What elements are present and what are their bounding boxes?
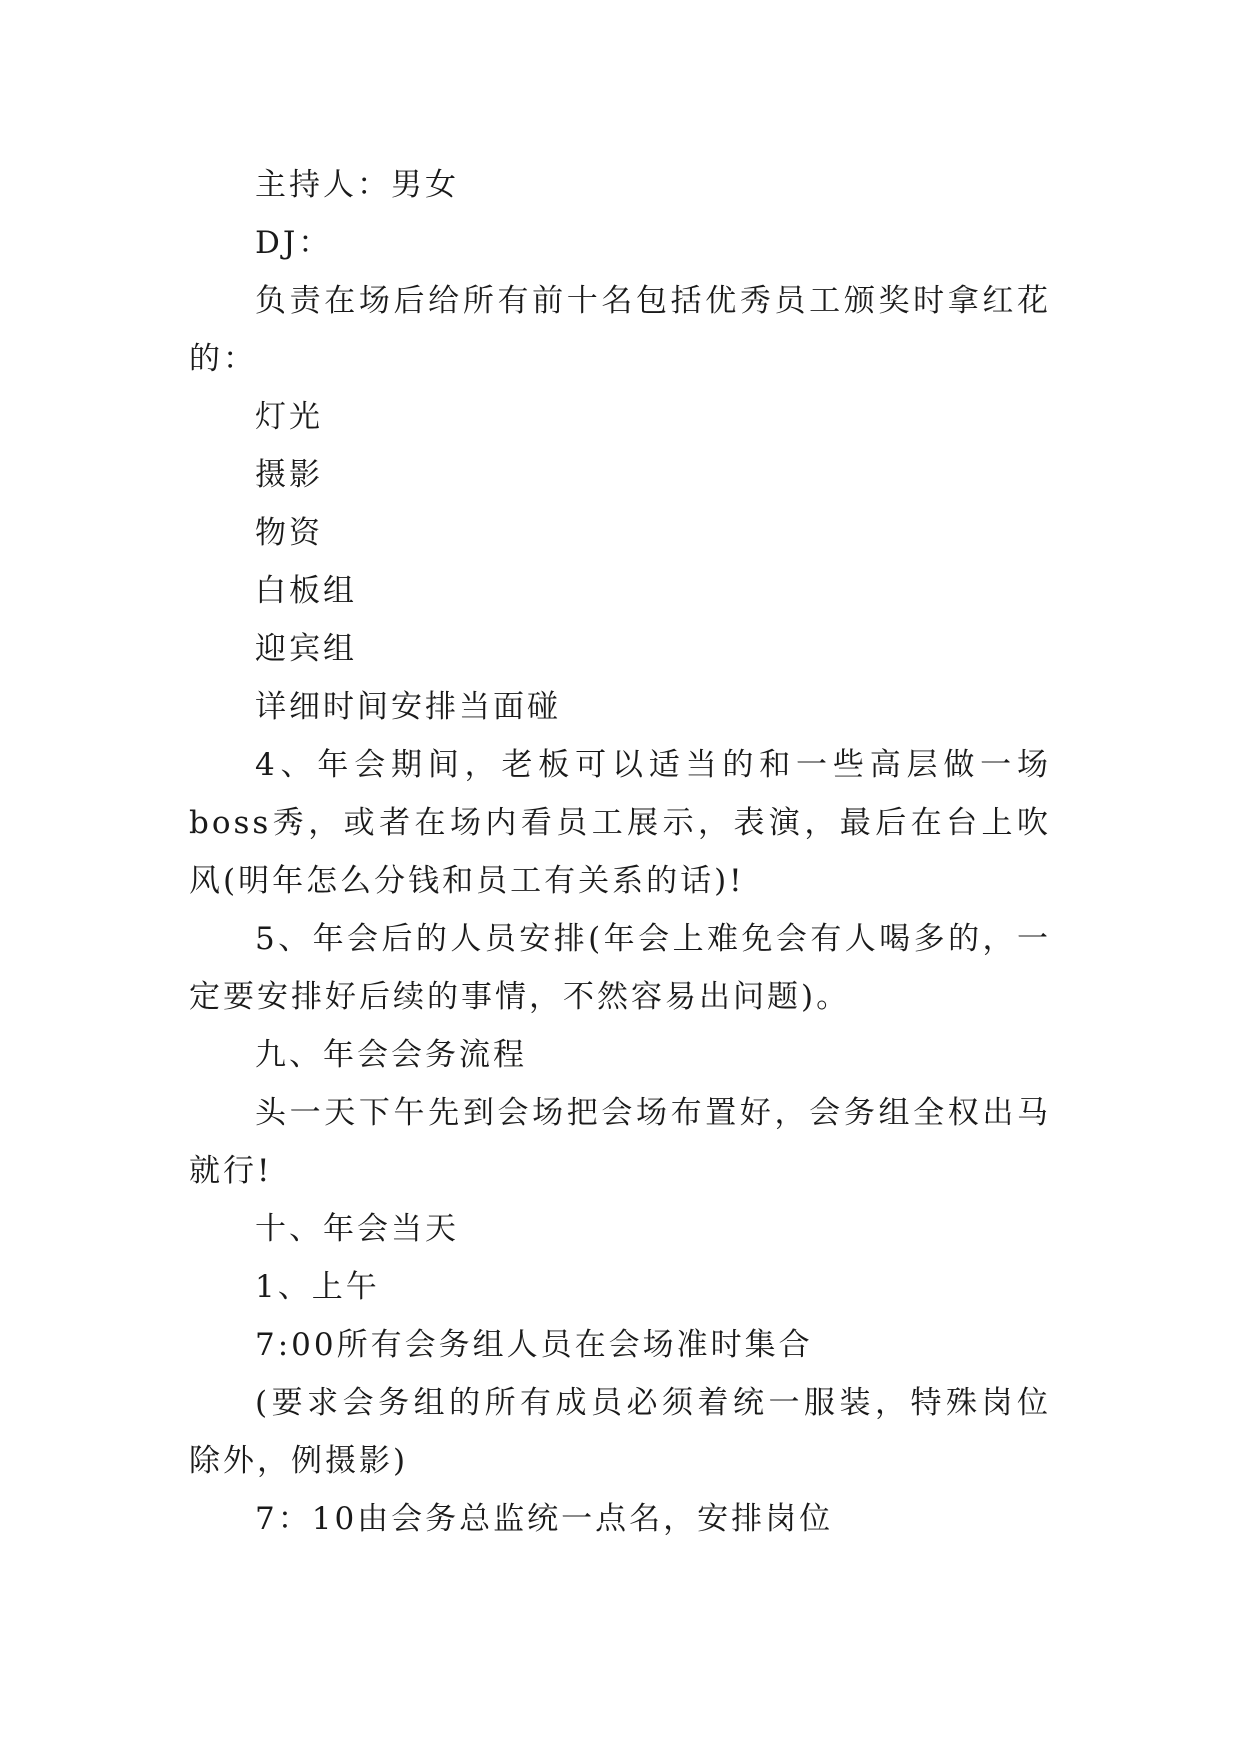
paragraph-day-before: 头一天下午先到会场把会场布置好，会务组全权出马就行! — [189, 1095, 1051, 1189]
paragraph-reception-group: 迎宾组 — [255, 631, 357, 667]
paragraph-time-0710: 7：10由会务总监统一点名，安排岗位 — [255, 1501, 834, 1537]
subheading-morning: 1、上午 — [255, 1269, 380, 1305]
paragraph-time-0700: 7:00所有会务组人员在会场准时集合 — [255, 1327, 813, 1363]
paragraph-supplies: 物资 — [255, 515, 323, 551]
paragraph-host: 主持人：男女 — [255, 167, 459, 203]
section-heading-9: 九、年会会务流程 — [255, 1037, 527, 1073]
paragraph-schedule-note: 详细时间安排当面碰 — [255, 689, 561, 725]
paragraph-photography: 摄影 — [255, 457, 323, 493]
paragraph-item-5: 5、年会后的人员安排(年会上难免会有人喝多的，一定要安排好后续的事情，不然容易出问题)。 — [189, 921, 1051, 1015]
section-heading-10: 十、年会当天 — [255, 1211, 459, 1247]
paragraph-dj: DJ： — [255, 225, 333, 261]
paragraph-item-4: 4、年会期间，老板可以适当的和一些高层做一场boss秀，或者在场内看员工展示，表演，最后在台上吹风(明年怎么分钱和员工有关系的话)! — [189, 747, 1051, 899]
paragraph-uniform-note: (要求会务组的所有成员必须着统一服装，特殊岗位除外，例摄影) — [189, 1385, 1051, 1479]
paragraph-award-helper: 负责在场后给所有前十名包括优秀员工颁奖时拿红花的： — [189, 283, 1051, 377]
document-body — [189, 156, 1051, 1548]
paragraph-whiteboard-group: 白板组 — [255, 573, 357, 609]
paragraph-lighting: 灯光 — [255, 399, 323, 435]
